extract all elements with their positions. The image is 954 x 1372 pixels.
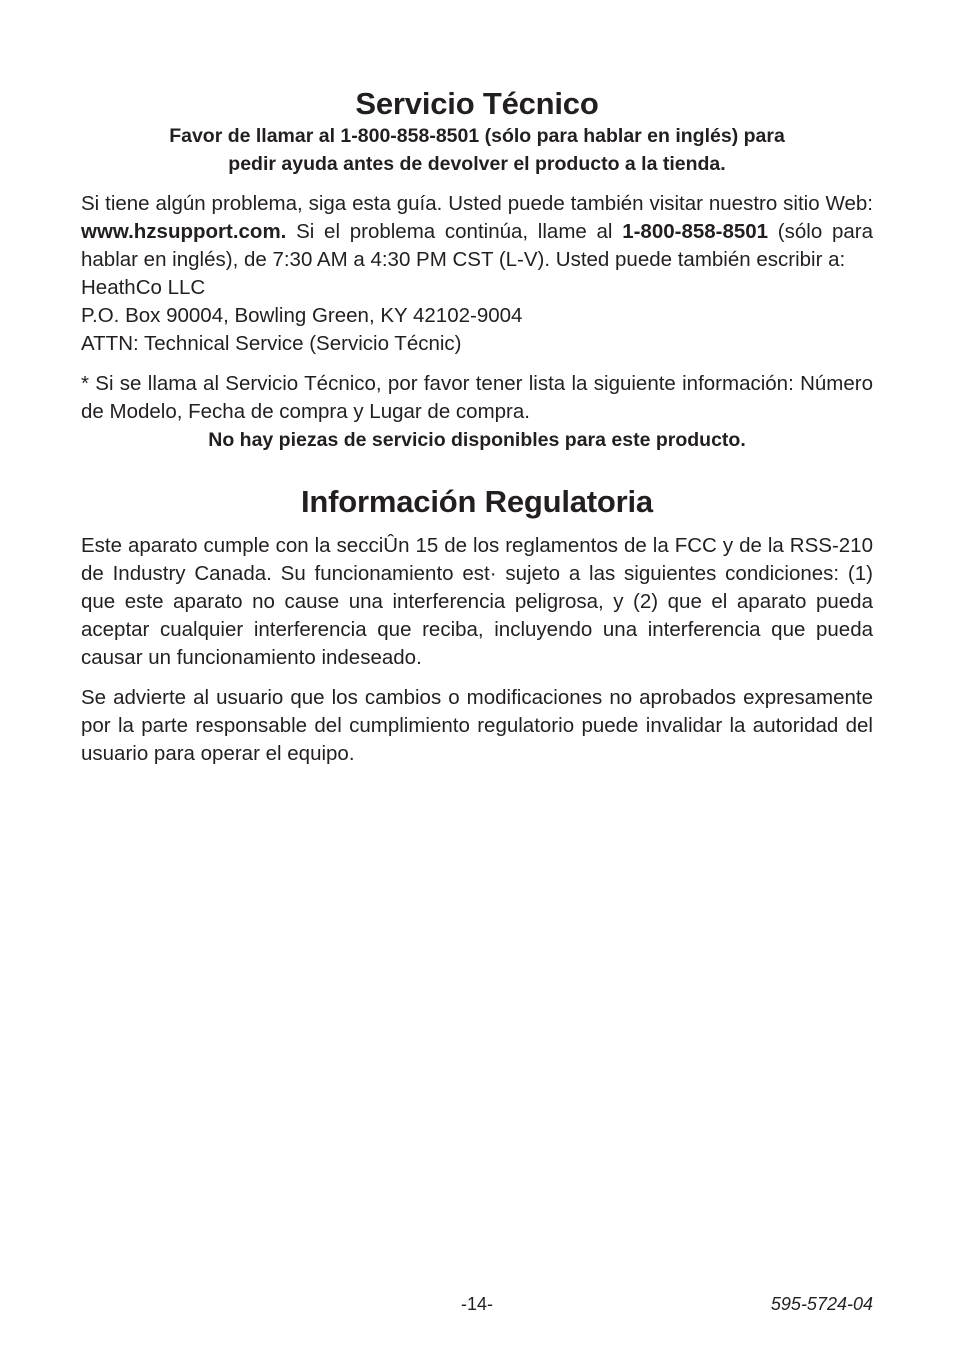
info-note: * Si se llama al Servicio Técnico, por favor tener lista la siguiente información: Número de Modelo, Fecha de compra y Lugar de compra. <box>81 372 873 423</box>
intro-text-2: Si el problema continúa, llame al <box>286 220 623 243</box>
regulatory-paragraph1: Este aparato cumple con la secciÛn 15 de los reglamentos de la FCC y de la RSS-210 de Industry Canada. Su funcionamiento est· sujeto a las siguientes condiciones: (1) que este aparato no cause una interferencia peligrosa, y (2) que el aparato pueda aceptar cualquier interferencia que reciba, incluyendo una interferencia que pueda causar un funcionamiento indeseado. <box>81 534 873 669</box>
intro-text-1: Si tiene algún problema, siga esta guía. Usted puede también visitar nuestro sitio Web: <box>81 192 873 215</box>
call-notice <box>81 122 873 178</box>
address-line1: HeathCo LLC <box>81 276 206 299</box>
address-line2: P.O. Box 90004, Bowling Green, KY 42102-9004 <box>81 304 523 327</box>
intro-text-3: (sólo para hablar en inglés), de 7:30 AM a 4:30 PM CST (L-V). Usted puede también escribir a: <box>81 220 873 271</box>
document-page <box>81 0 873 768</box>
call-notice-line1: Favor de llamar al 1-800-858-8501 (sólo para hablar en inglés) para <box>169 125 785 147</box>
regulatory-paragraph2: Se advierte al usuario que los cambios o modificaciones no aprobados expresamente por la parte responsable del cumplimiento regulatorio puede invalidar la autoridad del usuario para operar el equipo. <box>81 686 873 765</box>
document-code: 595-5724-04 <box>770 1294 873 1314</box>
regulatory-title: Información Regulatoria <box>301 484 653 519</box>
service-title: Servicio Técnico <box>355 86 599 121</box>
page-number: -14- <box>460 1294 493 1314</box>
mailing-address <box>81 274 873 358</box>
address-line3: ATTN: Technical Service (Servicio Técnic) <box>81 332 462 355</box>
no-parts-notice: No hay piezas de servicio disponibles para este producto. <box>208 429 746 451</box>
website-link[interactable]: www.hzsupport.com. <box>81 220 287 243</box>
call-notice-line2: pedir ayuda antes de devolver el producto a la tienda. <box>228 153 726 175</box>
phone-number: 1-800-858-8501 <box>622 220 769 243</box>
service-intro <box>81 190 873 274</box>
